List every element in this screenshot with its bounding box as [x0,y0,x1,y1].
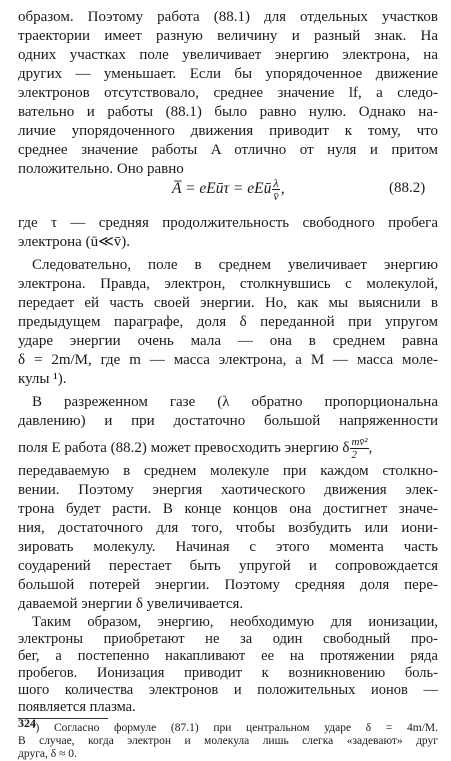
text-line: ния, достаточного для того, чтобы возбудить или иони- [18,520,438,536]
text-line-with-formula [18,436,438,461]
text-line: передаваемую в среднем молекуле при каждом столкно- [18,463,438,479]
text-line: зировать молекулу. Начиная с этого момента часть [18,539,438,555]
text-line: электрона (ū≪v̄). [18,234,131,250]
text-line: давлению) и при достаточно большой напряженности [18,413,438,429]
text-line: соударений перестает быть упругой и сопровождается [18,558,438,574]
equation-number: (88.2) [389,180,426,196]
text-line: образом. Поэтому работа (88.1) для отдельных участков [18,9,438,25]
fraction-numerator: mv̄² [351,436,368,448]
equation-main: A̅ = eEūτ = eEū [172,180,272,198]
equation-88-2 [172,177,285,202]
text-line: вении. Поэтому энергия хаотического движения элек- [18,482,438,498]
fraction-denominator: v̄ [273,189,279,203]
text-line: передает ей часть своей энергии. Но, как мы выяснили в [18,295,438,311]
text-line: вательно и работы (88.1) было равно нулю. Однако на- [18,104,438,120]
text-line: большой потерей энергии. Поэтому средняя доля пере- [18,577,438,593]
text-line: одних участках поле увеличивает энергию электрона, на [18,47,438,63]
footnote-line: ¹) Согласно формуле (87.1) при центральном ударе δ = 4m/M. [32,722,438,734]
equation-fraction [272,177,279,202]
fraction-denominator: 2 [351,449,357,461]
text-line: пробегов. Ионизация приводит к возникновению боль- [18,665,438,681]
text-line: даваемой энергии δ увеличивается. [18,596,244,612]
text-line: шого количества электронов и положительных ионов — [18,682,438,698]
text-line: положительно. Оно равно [18,161,184,177]
text-line: кулы ¹). [18,371,67,387]
text-line: предыдущем параграфе, доля δ переданной при упругом [18,314,438,330]
formula-line-text: поля E работа (88.2) может превосходить энергию δ [18,439,350,456]
equation-tail: , [280,180,285,198]
page-number: 324 [18,716,36,730]
text-line: электрона. Правда, электрон, столкнувшись с молекулой, [18,276,438,292]
fraction-numerator: λ [273,176,279,190]
text-line: бег, а постепенно накапливают ее на протяжении ряда [18,648,438,664]
text-line: электронов отсутствовало, среднее значение lf, а следо- [18,85,438,101]
text-line: δ = 2m/M, где m — масса электрона, а M — масса моле- [18,352,438,368]
text-line: среднее значение работы A отлично от нуля и притом [18,142,438,158]
text-line: Таким образом, энергию, необходимую для ионизации, [32,614,438,630]
text-line: трона будет расти. В конце концов она достигнет значе- [18,501,438,517]
footnote-line: друга, δ ≈ 0. [18,748,77,760]
text-line: личие упорядоченного движения приводит к тому, что [18,123,438,139]
formula-line-tail: , [368,439,373,456]
text-line: электроны приобретают не за один свободный про- [18,631,438,647]
text-line: В разреженном газе (λ обратно пропорциональна [32,394,438,410]
text-line: где τ — средняя продолжительность свободного пробега [18,215,438,231]
text-line: ударе энергии очень мала — она в среднем равна [18,333,438,349]
text-line: Следовательно, поле в среднем увеличивает энергию [32,257,438,273]
footnote-line: В случае, когда электрон и молекула лишь слегка «задевают» друг [18,735,438,747]
inline-fraction [350,436,368,461]
text-line: появляется плазма. [18,699,136,715]
text-line: других — уменьшает. Если бы упорядоченное движение [18,66,438,82]
text-line: траектории имеет разную величину и разный знак. На [18,28,438,44]
